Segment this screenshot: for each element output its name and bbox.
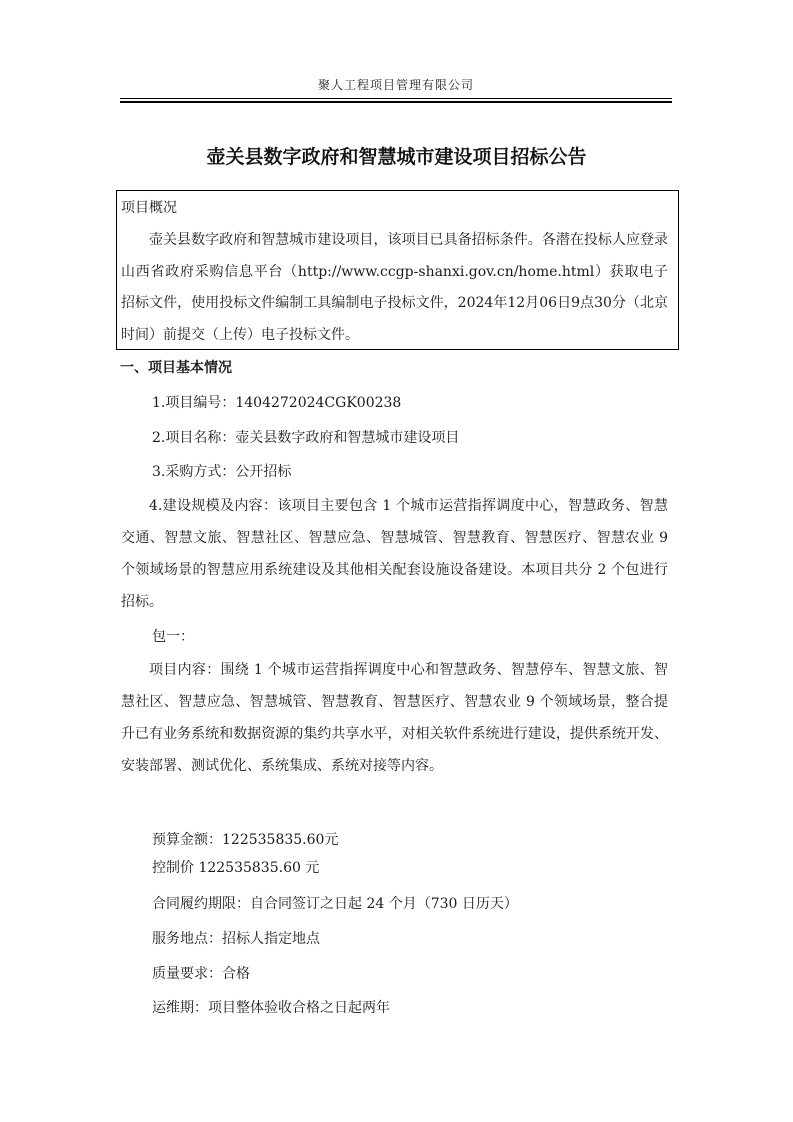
package-label: 包一：	[152, 629, 194, 645]
quality-requirement: 质量要求：合格	[152, 966, 250, 982]
section-heading: 一、项目基本情况	[120, 360, 232, 376]
contract-period: 合同履约期限：自合同签订之日起 24 个月（730 日历天）	[152, 896, 518, 912]
procurement-method: 3.采购方式：公开招标	[152, 464, 292, 480]
maintenance-period: 运维期：项目整体验收合格之日起两年	[152, 1000, 390, 1016]
header-rule-thin	[120, 98, 672, 99]
overview-box	[116, 190, 679, 350]
overview-heading: 项目概况	[121, 200, 177, 216]
construction-scope: 4.建设规模及内容：该项目主要包含 1 个城市运营指挥调度中心，智慧政务、智慧交通、智慧文旅、智慧社区、智慧应急、智慧城管、智慧教育、智慧医疗、智慧农业 9 个领域场景的智慧应用系统建设及其他相关配套设施设备建设。本项目共分 2 个包进行招标。	[121, 498, 668, 610]
service-location: 服务地点：招标人指定地点	[152, 931, 320, 947]
project-content: 项目内容：围绕 1 个城市运营指挥调度中心和智慧政务、智慧停车、智慧文旅、智慧社区、智慧应急、智慧城管、智慧教育、智慧医疗、智慧农业 9 个领域场景，整合提升已有业务系统和数据资源的集约共享水平，对相关软件系统进行建设，提供系统开发、安装部署、测试优化、系统集成、系统对接等内容。	[121, 662, 668, 774]
project-name: 2.项目名称：壶关县数字政府和智慧城市建设项目	[152, 430, 460, 446]
project-number: 1.项目编号：1404272024CGK00238	[152, 395, 402, 411]
company-header: 聚人工程项目管理有限公司	[317, 78, 474, 92]
budget-amount: 预算金额：122535835.60元	[152, 832, 339, 848]
control-price: 控制价 122535835.60 元	[152, 860, 320, 876]
overview-text: 壶关县数字政府和智慧城市建设项目，该项目已具备招标条件。各潜在投标人应登录山西省政府采购信息平台（http://www.ccgp-shanxi.gov.cn/home.html）获取电子招标文件，使用投标文件编制工具编制电子投标文件，2024年12月06日9点30分（北京时间）前提交（上传）电子投标文件。	[121, 232, 668, 343]
document-title: 壶关县数字政府和智慧城市建设项目招标公告	[206, 146, 587, 168]
header-rule-thick	[120, 101, 672, 103]
